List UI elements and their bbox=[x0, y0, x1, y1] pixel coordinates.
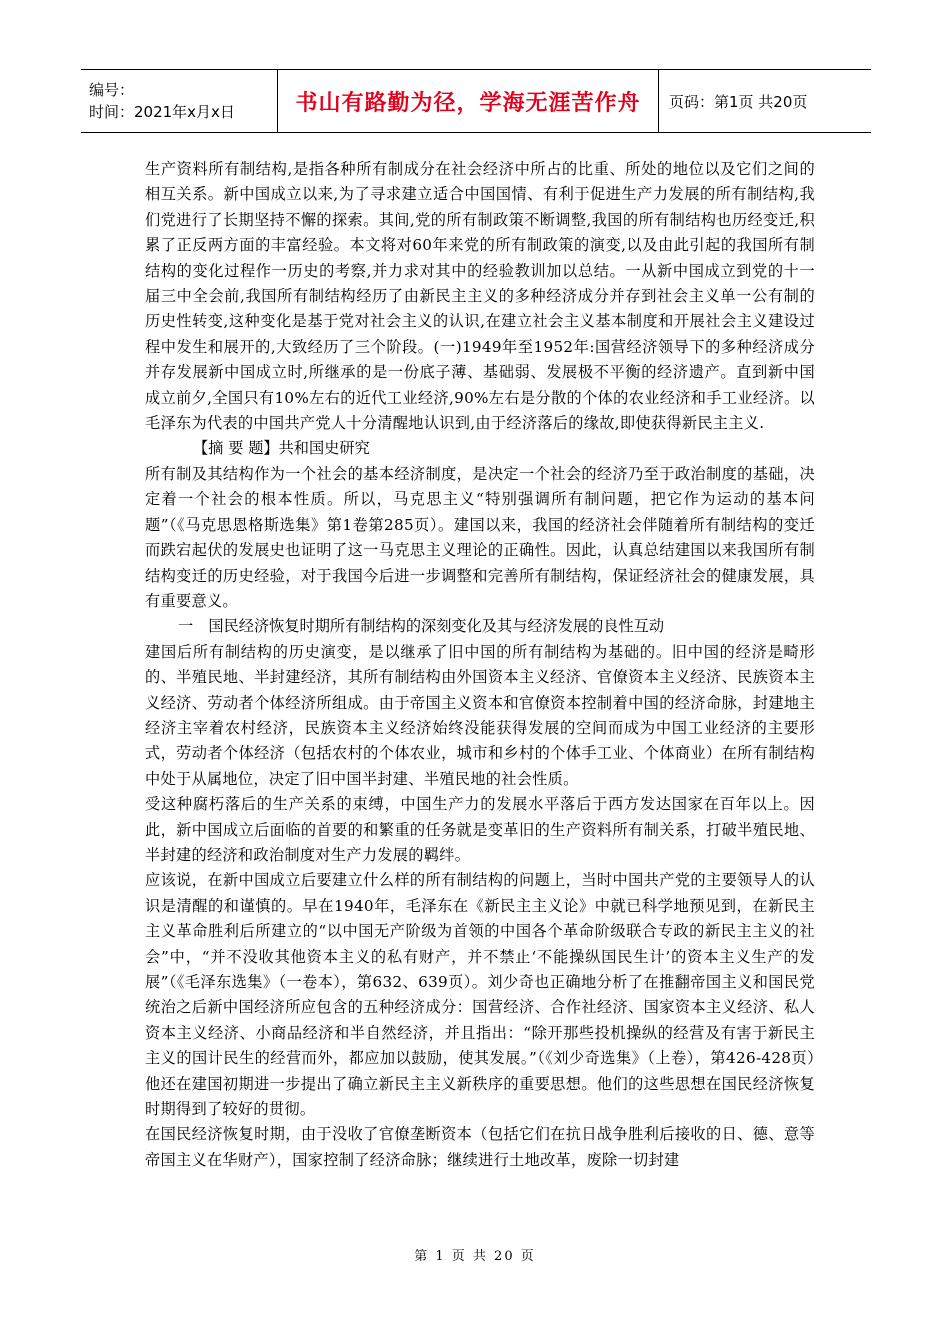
number-label: 编号： bbox=[89, 81, 135, 99]
paragraph-intro: 生产资料所有制结构,是指各种所有制成分在社会经济中所占的比重、所处的地位以及它们之间的相互关系。新中国成立以来,为了寻求建立适合中国国情、有利于促进生产力发展的所有制结构,我们党进行了长期坚持不懈的探索。其间,党的所有制政策不断调整,我国的所有制结构也历经变迁,积累了正反两方面的丰富经验。本文将对60年来党的所有制政策的演变,以及由此引起的我国所有制结构的变化过程作一历史的考察,并力求对其中的经验教训加以总结。一从新中国成立到党的十一届三中全会前,我国所有制结构经历了由新民主主义的多种经济成分并存到社会主义单一公有制的历史性转变,这种变化是基于党对社会主义的认识,在建立社会主义基本制度和开展社会主义建设过程中发生和展开的,大致经历了三个阶段。(一)1949年至1952年:国营经济领导下的多种经济成分并存发展新中国成立时,所继承的是一份底子薄、基础弱、发展极不平衡的经济遗产。直到新中国成立前夕,全国只有10%左右的近代工业经济,90%左右是分散的个体的农业经济和手工业经济。以毛泽东为代表的中国共产党人十分清醒地认识到,由于经济落后的缘故,即使获得新民主主义. bbox=[145, 160, 815, 433]
page-footer: 第 1 页 共 20 页 bbox=[414, 1249, 536, 1264]
paragraph-historical-evolution: 建国后所有制结构的历史演变，是以继承了旧中国的所有制结构为基础的。旧中国的经济是畸形的、半殖民地、半封建经济，其所有制结构由外国资本主义经济、官僚资本主义经济、民族资本主义经济、劳动者个体经济所组成。由于帝国主义资本和官僚资本控制着中国的经济命脉，封建地主经济主宰着农村经济，民族资本主义经济始终没能获得发展的空间而成为中国工业经济的主要形式，劳动者个体经济（包括农村的个体农业，城市和乡村的个体手工业、个体商业）在所有制结构中处于从属地位，决定了旧中国半封建、半殖民地的社会性质。 bbox=[145, 642, 815, 788]
header-motto: 书山有路勤为径，学海无涯苦作舟 bbox=[278, 70, 659, 133]
paragraph-recovery-period: 在国民经济恢复时期，由于没收了官僚垄断资本（包括它们在抗日战争胜利后接收的日、德、意等帝国主义在华财产），国家控制了经济命脉；继续进行土地改革，废除一切封建 bbox=[145, 1125, 815, 1169]
header-meta-cell bbox=[81, 70, 278, 133]
section-heading: 一 国民经济恢复时期所有制结构的深刻变化及其与经济发展的良性互动 bbox=[178, 617, 664, 636]
paragraph-ownership-basis: 所有制及其结构作为一个社会的基本经济制度，是决定一个社会的经济乃至于政治制度的基础，决定着一个社会的根本性质。所以，马克思主义“特别强调所有制问题，把它作为运动的基本问题”（《马克思恩格斯选集》第1卷第285页）。建国以来，我国的经济社会伴随着所有制结构的变迁而跌宕起伏的发展史也证明了这一马克思主义理论的正确性。因此，认真总结建国以来我国所有制结构变迁的历史经验，对于我国今后进一步调整和完善所有制结构，保证经济社会的健康发展，具有重要意义。 bbox=[145, 464, 815, 610]
header-page-info: 页码：第1页 共20页 bbox=[659, 70, 872, 133]
date-label: 时间：2021年x月x日 bbox=[89, 103, 235, 121]
document-header bbox=[81, 69, 871, 133]
paragraph-leaders-view: 应该说，在新中国成立后要建立什么样的所有制结构的问题上，当时中国共产党的主要领导人的认识是清醒的和谨慎的。早在1940年，毛泽东在《新民主主义论》中就已科学地预见到，在新民主主义革命胜利后所建立的“以中国无产阶级为首领的中国各个革命阶级联合专政的新民主主义的社会”中，“并不没收其他资本主义的私有财产，并不禁止‘不能操纵国民生计’的资本主义生产的发展”（《毛泽东选集》（一卷本），第632、639页）。刘少奇也正确地分析了在推翻帝国主义和国民党统治之后新中国经济所应包含的五种经济成分：国营经济、合作社经济、国家资本主义经济、私人资本主义经济、小商品经济和半自然经济，并且指出：“除开那些投机操纵的经营及有害于新民主主义的国计民生的经营而外，都应加以鼓励，使其发展。”（《刘少奇选集》（上卷），第426-428页）他还在建国初期进一步提出了确立新民主主义新秩序的重要思想。他们的这些思想在国民经济恢复时期得到了较好的贯彻。 bbox=[145, 871, 815, 1119]
document-body bbox=[145, 157, 815, 1173]
abstract-heading: 【摘 要 题】共和国史研究 bbox=[193, 439, 370, 458]
paragraph-productivity: 受这种腐朽落后的生产关系的束缚，中国生产力的发展水平落后于西方发达国家在百年以上。因此，新中国成立后面临的首要的和繁重的任务就是变革旧的生产资料所有制关系，打破半殖民地、半封建的经济和政治制度对生产力发展的羁绊。 bbox=[145, 795, 815, 864]
